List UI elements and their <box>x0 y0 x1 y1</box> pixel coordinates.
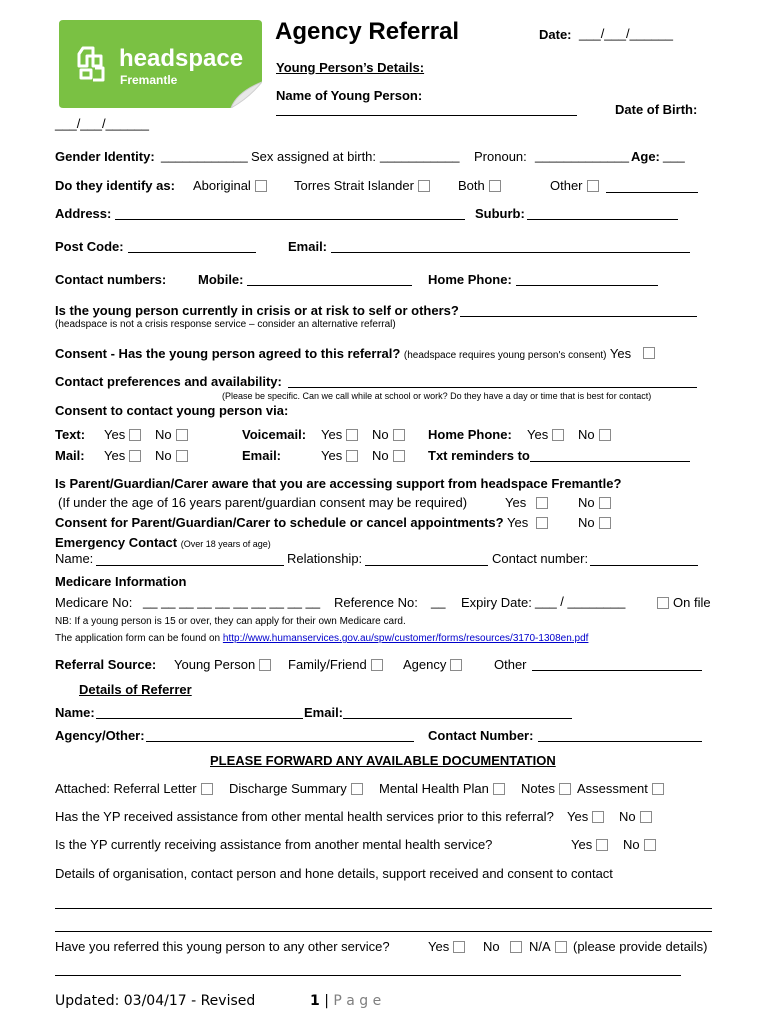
text-yes-checkbox[interactable] <box>129 429 141 441</box>
date-field[interactable]: ___/___/______ <box>579 26 673 41</box>
contact-prefs-note: (Please be specific. Can we call while at school or work? Do they have a day or time that is best for contact) <box>222 391 652 401</box>
source-young[interactable] <box>174 658 271 673</box>
option-aboriginal[interactable] <box>193 179 267 194</box>
section-young-person: Young Person’s Details: <box>276 60 425 75</box>
other-service-yes[interactable] <box>428 940 465 955</box>
mail-yes[interactable] <box>104 449 141 464</box>
mobile-field[interactable] <box>247 285 412 286</box>
source-agency[interactable] <box>403 658 462 673</box>
source-other-label: Other <box>494 657 527 672</box>
parent-aware-yes[interactable] <box>505 496 548 511</box>
doc-referral-letter-label: Attached: Referral Letter <box>55 781 197 796</box>
source-family-label: Family/Friend <box>288 657 367 672</box>
doc-notes-checkbox[interactable] <box>559 783 571 795</box>
dob-label: Date of Birth: <box>615 102 698 117</box>
logo-place-text: Fremantle <box>120 73 178 87</box>
prior-yes-checkbox[interactable] <box>592 811 604 823</box>
mobile-label: Mobile: <box>198 272 244 287</box>
parent-aware-question: Is Parent/Guardian/Carer aware that you are accessing support from headspace Fremantle? <box>55 476 622 491</box>
emergency-rel-field[interactable] <box>365 565 488 566</box>
current-no-label: No <box>623 837 640 852</box>
current-yes-label: Yes <box>571 837 593 852</box>
doc-referral-letter[interactable] <box>55 782 213 797</box>
email-yes-label: Yes <box>321 448 343 463</box>
doc-notes-label: Notes <box>521 781 555 796</box>
other-service-yes-checkbox[interactable] <box>453 941 465 953</box>
voicemail-no-label: No <box>372 427 389 442</box>
onfile-label: On file <box>673 595 711 610</box>
option-aboriginal-label: Aboriginal <box>193 178 251 193</box>
other-service-no-label: No <box>483 939 500 954</box>
voicemail-yes[interactable] <box>321 428 358 443</box>
consent-question: Consent - Has the young person agreed to this referral? <box>55 346 401 361</box>
medicare-title: Medicare Information <box>55 574 187 589</box>
emergency-num-label: Contact number: <box>492 551 589 566</box>
address-field[interactable] <box>115 219 465 220</box>
onfile-option[interactable] <box>657 596 711 611</box>
age-field[interactable]: ___ <box>663 148 685 163</box>
logo-graphic <box>59 20 262 108</box>
emergency-title: Emergency Contact <box>55 535 178 550</box>
parent-consent-question: Consent for Parent/Guardian/Carer to schedule or cancel appointments? <box>55 515 504 530</box>
text-no-checkbox[interactable] <box>176 429 188 441</box>
prior-yes-label: Yes <box>567 809 589 824</box>
current-no[interactable] <box>623 838 656 853</box>
gender-label: Gender Identity: <box>55 149 155 164</box>
pronoun-label: Pronoun: <box>474 149 527 164</box>
current-no-checkbox[interactable] <box>644 839 656 851</box>
doc-notes[interactable] <box>521 782 571 797</box>
voicemail-label: Voicemail: <box>242 427 307 442</box>
doc-mhp-checkbox[interactable] <box>493 783 505 795</box>
identify-other-field[interactable] <box>606 192 698 193</box>
voicemail-yes-label: Yes <box>321 427 343 442</box>
both-checkbox[interactable] <box>489 180 501 192</box>
parent-aware-yes-label: Yes <box>505 495 527 510</box>
crisis-field[interactable] <box>460 316 697 317</box>
onfile-checkbox[interactable] <box>657 597 669 609</box>
page-word: P a g e <box>333 993 382 1009</box>
doc-discharge[interactable] <box>229 782 363 797</box>
home-no-checkbox[interactable] <box>599 429 611 441</box>
prior-no-label: No <box>619 809 636 824</box>
other-service-no[interactable] <box>483 940 522 955</box>
option-torres-label: Torres Strait Islander <box>294 178 414 193</box>
provide-details-note: (please provide details) <box>573 939 708 954</box>
via-email-label: Email: <box>242 448 282 463</box>
medicare-app-text: The application form can be found on <box>55 633 221 644</box>
source-agency-checkbox[interactable] <box>450 659 462 671</box>
doc-mhp-label: Mental Health Plan <box>379 781 489 796</box>
contact-prefs-label: Contact preferences and availability: <box>55 374 282 389</box>
contact-numbers-label: Contact numbers: <box>55 272 167 287</box>
address-label: Address: <box>55 206 112 221</box>
mail-no[interactable] <box>155 449 188 464</box>
referrer-title: Details of Referrer <box>79 682 192 697</box>
other-checkbox[interactable] <box>587 180 599 192</box>
other-service-yes-label: Yes <box>428 939 450 954</box>
consent-note: (headspace requires young person's consent) <box>403 350 607 361</box>
home-phone-label: Home Phone: <box>428 272 512 287</box>
voicemail-yes-checkbox[interactable] <box>346 429 358 441</box>
expiry-field[interactable]: ___ / ________ <box>535 594 626 609</box>
email-no-checkbox[interactable] <box>393 450 405 462</box>
mail-no-label: No <box>155 448 172 463</box>
option-torres[interactable] <box>294 179 430 194</box>
consent-row <box>55 347 631 362</box>
other-service-line[interactable] <box>55 975 681 976</box>
parent-consent-no-checkbox[interactable] <box>599 517 611 529</box>
prior-question: Has the YP received assistance from other mental health services prior to this referral? <box>55 809 554 824</box>
expiry-label: Expiry Date: <box>461 595 532 610</box>
consent-via-label: Consent to contact young person via: <box>55 403 289 418</box>
referral-source-label: Referral Source: <box>55 657 157 672</box>
referrer-agency-label: Agency/Other: <box>55 728 145 743</box>
parent-aware-yes-checkbox[interactable] <box>536 497 548 509</box>
torres-checkbox[interactable] <box>418 180 430 192</box>
mail-yes-checkbox[interactable] <box>129 450 141 462</box>
parent-aware-no[interactable] <box>578 496 611 511</box>
referrer-name-field[interactable] <box>96 718 303 719</box>
home-no-label: No <box>578 427 595 442</box>
home-yes-label: Yes <box>527 427 549 442</box>
text-yes-label: Yes <box>104 427 126 442</box>
prior-yes[interactable] <box>567 810 604 825</box>
reference-no-label: Reference No: <box>334 595 418 610</box>
doc-discharge-checkbox[interactable] <box>351 783 363 795</box>
parent-aware-no-label: No <box>578 495 595 510</box>
email-yes-checkbox[interactable] <box>346 450 358 462</box>
consent-yes-label: Yes <box>609 346 632 361</box>
doc-referral-letter-checkbox[interactable] <box>201 783 213 795</box>
parent-consent-yes-label: Yes <box>506 515 529 530</box>
identify-label: Do they identify as: <box>55 178 175 193</box>
under16-note: (If under the age of 16 years parent/guardian consent may be required) <box>58 495 468 510</box>
doc-discharge-label: Discharge Summary <box>229 781 347 796</box>
text-yes[interactable] <box>104 428 141 443</box>
details-line-1[interactable] <box>55 908 712 909</box>
voicemail-no-checkbox[interactable] <box>393 429 405 441</box>
mail-yes-label: Yes <box>104 448 126 463</box>
txt-reminders-field[interactable] <box>530 461 690 462</box>
reference-no-field[interactable]: __ <box>431 594 446 609</box>
option-other-label: Other <box>550 178 583 193</box>
parent-consent-no[interactable] <box>578 516 611 531</box>
via-home-label: Home Phone: <box>428 427 512 442</box>
email-label: Email: <box>288 239 328 254</box>
emergency-note: (Over 18 years of age) <box>180 539 271 549</box>
contact-prefs-field[interactable] <box>288 387 697 388</box>
email-yes[interactable] <box>321 449 358 464</box>
logo-brand-text: headspace <box>119 45 244 72</box>
details-line-2[interactable] <box>55 931 712 932</box>
other-service-na[interactable] <box>529 940 567 955</box>
footer-updated: Updated: 03/04/17 - Revised <box>55 993 256 1009</box>
suburb-field[interactable] <box>527 219 678 220</box>
crisis-note: (headspace is not a crisis response service – consider an alternative referral) <box>55 319 396 330</box>
source-young-label: Young Person <box>174 657 256 672</box>
email-no[interactable] <box>372 449 405 464</box>
doc-assessment-label: Assessment <box>577 781 648 796</box>
source-young-checkbox[interactable] <box>259 659 271 671</box>
other-service-question: Have you referred this young person to any other service? <box>55 939 390 954</box>
mail-no-checkbox[interactable] <box>176 450 188 462</box>
text-label: Text: <box>55 427 86 442</box>
details-label: Details of organisation, contact person and hone details, support received and consent to contact <box>55 866 613 881</box>
crisis-question: Is the young person currently in crisis or at risk to self or others? <box>55 303 459 318</box>
voicemail-no[interactable] <box>372 428 405 443</box>
emergency-name-field[interactable] <box>96 565 284 566</box>
emergency-num-field[interactable] <box>590 565 698 566</box>
current-question: Is the YP currently receiving assistance from another mental health service? <box>55 837 493 852</box>
name-field[interactable] <box>276 115 577 116</box>
gender-field[interactable]: ____________ <box>161 148 248 163</box>
prior-no-checkbox[interactable] <box>640 811 652 823</box>
referrer-contact-label: Contact Number: <box>428 728 534 743</box>
sex-field[interactable]: ___________ <box>380 148 460 163</box>
doc-assessment-checkbox[interactable] <box>652 783 664 795</box>
dob-field[interactable]: ___/___/______ <box>55 116 149 131</box>
parent-consent-yes-checkbox[interactable] <box>536 517 548 529</box>
consent-yes-checkbox[interactable] <box>643 347 655 359</box>
referrer-name-label: Name: <box>55 705 95 720</box>
home-phone-field[interactable] <box>516 285 658 286</box>
source-agency-label: Agency <box>403 657 447 672</box>
other-service-no-checkbox[interactable] <box>510 941 522 953</box>
postcode-label: Post Code: <box>55 239 124 254</box>
sex-label: Sex assigned at birth: <box>251 149 377 164</box>
parent-aware-no-checkbox[interactable] <box>599 497 611 509</box>
home-no[interactable] <box>578 428 611 443</box>
headspace-logo <box>59 20 262 108</box>
age-label: Age: <box>631 149 660 164</box>
email-no-label: No <box>372 448 389 463</box>
referrer-contact-field[interactable] <box>538 741 702 742</box>
medicare-nb: NB: If a young person is 15 or over, they can apply for their own Medicare card. <box>55 616 406 627</box>
medicare-app-row <box>55 633 588 645</box>
emergency-rel-label: Relationship: <box>287 551 363 566</box>
page-title: Agency Referral <box>275 18 460 45</box>
home-yes-checkbox[interactable] <box>552 429 564 441</box>
email-field[interactable] <box>331 252 690 253</box>
referrer-email-field[interactable] <box>343 718 572 719</box>
date-label: Date: <box>539 27 572 42</box>
docs-title: PLEASE FORWARD ANY AVAILABLE DOCUMENTATION <box>210 753 556 768</box>
txt-reminders-label: Txt reminders to <box>428 448 530 463</box>
footer-page <box>310 993 381 1009</box>
current-yes-checkbox[interactable] <box>596 839 608 851</box>
other-service-na-checkbox[interactable] <box>555 941 567 953</box>
home-yes[interactable] <box>527 428 564 443</box>
medicare-no-field[interactable]: __ __ __ __ __ __ __ __ __ __ <box>143 594 321 609</box>
referrer-agency-field[interactable] <box>146 741 414 742</box>
current-yes[interactable] <box>571 838 608 853</box>
text-no[interactable] <box>155 428 188 443</box>
page-number: 1 <box>310 993 320 1009</box>
mail-label: Mail: <box>55 448 85 463</box>
source-other-field[interactable] <box>532 670 702 671</box>
suburb-label: Suburb: <box>475 206 525 221</box>
page-separator: | <box>324 993 329 1009</box>
medicare-no-label: Medicare No: <box>55 595 133 610</box>
option-other[interactable] <box>550 179 599 194</box>
option-both-label: Both <box>458 178 485 193</box>
referrer-email-label: Email: <box>304 705 344 720</box>
option-both[interactable] <box>458 179 501 194</box>
pronoun-field[interactable]: _____________ <box>535 148 629 163</box>
medicare-app-link[interactable]: http://www.humanservices.gov.au/spw/customer/forms/resources/3170-1308en.pdf <box>222 633 589 644</box>
emergency-heading <box>55 536 271 551</box>
prior-no[interactable] <box>619 810 652 825</box>
name-label: Name of Young Person: <box>276 88 423 103</box>
postcode-field[interactable] <box>128 252 256 253</box>
source-family-checkbox[interactable] <box>371 659 383 671</box>
parent-consent-no-label: No <box>578 515 595 530</box>
aboriginal-checkbox[interactable] <box>255 180 267 192</box>
source-family[interactable] <box>288 658 383 673</box>
parent-consent-row <box>55 516 548 531</box>
doc-assessment[interactable] <box>577 782 664 797</box>
text-no-label: No <box>155 427 172 442</box>
emergency-name-label: Name: <box>55 551 94 566</box>
doc-mhp[interactable] <box>379 782 505 797</box>
other-service-na-label: N/A <box>529 939 551 954</box>
